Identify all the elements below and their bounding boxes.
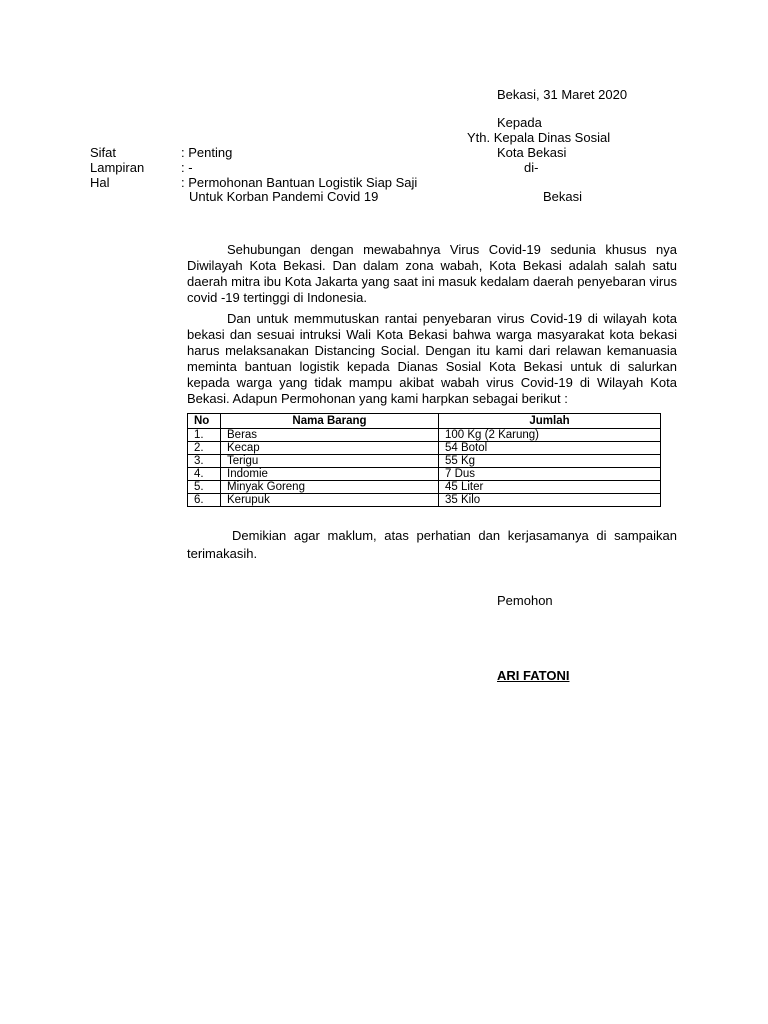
cell-item: Beras xyxy=(221,429,439,442)
table-row xyxy=(188,429,661,442)
cell-item: Kecap xyxy=(221,442,439,455)
cell-amount: 55 Kg xyxy=(439,455,661,468)
recipient-city-line: Kota Bekasi xyxy=(497,145,567,160)
table-row xyxy=(188,455,661,468)
table-header-row xyxy=(188,414,661,429)
cell-amount: 45 Liter xyxy=(439,481,661,494)
sifat-value: : Penting xyxy=(181,145,233,160)
recipient-kepada: Kepada xyxy=(497,115,542,130)
pemohon-label: Pemohon xyxy=(497,593,553,608)
cell-item: Terigu xyxy=(221,455,439,468)
recipient-di: di- xyxy=(524,160,539,175)
cell-no: 4. xyxy=(188,468,221,481)
body-paragraph-2 xyxy=(187,311,677,407)
cell-amount: 35 Kilo xyxy=(439,494,661,507)
hal-label: Hal xyxy=(90,175,110,190)
lampiran-label: Lampiran xyxy=(90,160,145,175)
table-row xyxy=(188,468,661,481)
paragraph-1-text: Sehubungan dengan mewabahnya Virus Covid-19 sedunia khusus nya Diwilayah Kota Bekasi. Dan dalam zona wabah, Kota Bekasi adalah salah satu daerah mitra ibu Kota Jakarta yang saat ini masuk kedalam daerah penyebaran virus covid -19 tertinggi di Indonesia. xyxy=(187,242,677,305)
cell-amount: 100 Kg (2 Karung) xyxy=(439,429,661,442)
cell-no: 5. xyxy=(188,481,221,494)
cell-amount: 7 Dus xyxy=(439,468,661,481)
header-no: No xyxy=(188,414,221,429)
cell-amount: 54 Botol xyxy=(439,442,661,455)
cell-item: Minyak Goreng xyxy=(221,481,439,494)
paragraph-2-text: Dan untuk memmutuskan rantai penyebaran virus Covid-19 di wilayah kota bekasi dan sesuai intruksi Wali Kota Bekasi bahwa warga masyarakat kota bekasi harus melaksanakan Distancing Social. Dengan itu kami dari relawan kemanuasia meminta bantuan logistik kepada Dianas Sosial Kota Bekasi untuk di salurkan kepada warga yang tidak mampu akibat wabah virus Covid-19 di Wilayah Kota Bekasi. Adapun Permohonan yang kami harpkan sebagai berikut : xyxy=(187,311,677,406)
closing-text: Demikian agar maklum, atas perhatian dan kerjasamanya di sampaikan terimakasih. xyxy=(187,528,677,561)
sifat-label: Sifat xyxy=(90,145,117,160)
table-row xyxy=(188,481,661,494)
recipient-city: Bekasi xyxy=(543,189,583,204)
table-row xyxy=(188,494,661,507)
hal-value-1: : Permohonan Bantuan Logistik Siap Saji xyxy=(181,175,418,190)
signatory-name: ARI FATONI xyxy=(497,668,570,683)
header-nama-barang: Nama Barang xyxy=(221,414,439,429)
body-paragraph-1 xyxy=(187,242,677,306)
recipient-yth: Yth. Kepala Dinas Sosial xyxy=(467,130,611,145)
cell-no: 3. xyxy=(188,455,221,468)
closing-paragraph xyxy=(187,527,677,563)
cell-item: Kerupuk xyxy=(221,494,439,507)
header-jumlah: Jumlah xyxy=(439,414,661,429)
cell-no: 2. xyxy=(188,442,221,455)
items-table xyxy=(187,413,661,507)
cell-no: 6. xyxy=(188,494,221,507)
table-row xyxy=(188,442,661,455)
cell-item: Indomie xyxy=(221,468,439,481)
hal-value-2: Untuk Korban Pandemi Covid 19 xyxy=(189,189,379,204)
lampiran-value: : - xyxy=(181,160,193,175)
place-date: Bekasi, 31 Maret 2020 xyxy=(497,87,628,102)
cell-no: 1. xyxy=(188,429,221,442)
